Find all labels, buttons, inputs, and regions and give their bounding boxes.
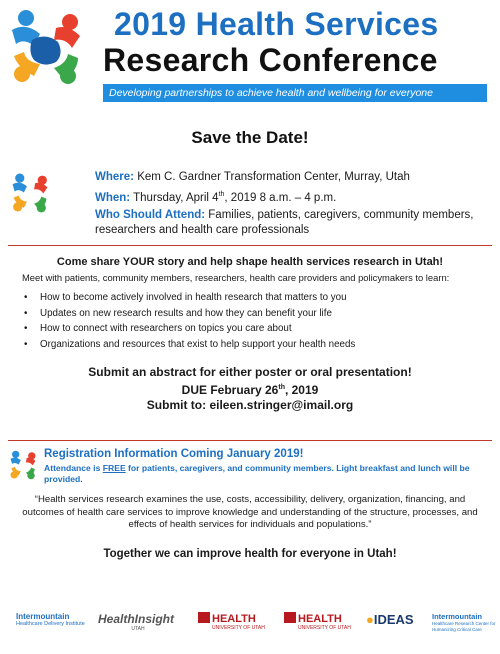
title-line-1: 2019 Health Services: [114, 6, 439, 42]
abstract-call: [0, 365, 500, 413]
list-item: • Updates on new research results and how they can benefit your life: [22, 306, 482, 322]
share-heading: Come share YOUR story and help shape health services research in Utah!: [56, 256, 444, 268]
due-date: DUE February 26th, 2019: [181, 383, 319, 397]
who-value: Families, patients, caregivers, community members, researchers and health care professionals: [95, 208, 474, 236]
title-line-2: Research Conference: [103, 42, 438, 78]
when-row: [95, 187, 490, 206]
free-emphasis: FREE: [102, 463, 126, 473]
ideas-logo: ●IDEAS: [366, 612, 414, 627]
registration-title: Registration Information Coming January 2019!: [44, 448, 304, 460]
divider-bottom: [8, 440, 492, 441]
list-item: • Organizations and resources that exist to help support your health needs: [22, 337, 482, 353]
people-circle-small-logo-icon: [10, 172, 50, 214]
people-circle-logo-icon: [8, 6, 84, 88]
event-details: [95, 170, 490, 240]
learn-bullet-list: [22, 290, 482, 352]
divider-top: [8, 245, 492, 246]
university-of-utah-health-logo: HEALTH UNIVERSITY OF UTAH: [198, 612, 272, 650]
people-circle-tiny-logo-icon: [8, 450, 38, 480]
who-label: Who Should Attend:: [95, 208, 206, 221]
submit-email: Submit to: eileen.stringer@imail.org: [146, 398, 354, 412]
university-of-utah-health-logo-2: HEALTH UNIVERSITY OF UTAH: [284, 612, 358, 650]
where-label: Where:: [95, 171, 134, 183]
intermountain-crc-logo: Intermountain Healthcare Research Center for Humanizing Critical Care: [432, 612, 496, 632]
where-row: [95, 170, 490, 185]
where-value: Kem C. Gardner Transformation Center, Murray, Utah: [137, 171, 410, 183]
share-subheading: Meet with patients, community members, researchers, health care providers and policymakers to learn:: [22, 272, 450, 283]
registration-note: Attendance is FREE for patients, caregivers, and community members. Light breakfast and lunch will be provided.: [44, 463, 470, 484]
abstract-line: Submit an abstract for either poster or oral presentation!: [88, 365, 412, 379]
when-value: Thursday, April 4th, 2019 8 a.m. – 4 p.m.: [133, 191, 337, 204]
when-label: When:: [95, 191, 131, 204]
list-item: • How to become actively involved in health research that matters to you: [22, 290, 482, 306]
list-item: • How to connect with researchers on topics you care about: [22, 321, 482, 337]
tagline-bar: Developing partnerships to achieve health and wellbeing for everyone: [103, 84, 487, 102]
healthinsight-logo: HealthInsight UTAH: [98, 612, 175, 632]
intermountain-hdi-logo: Intermountain Healthcare Delivery Institute: [16, 612, 85, 627]
save-the-date-heading: Save the Date!: [191, 128, 309, 147]
closing-statement: Together we can improve health for everyone in Utah!: [103, 548, 397, 560]
header-banner: [0, 0, 500, 104]
hsr-definition-quote: “Health services research examines the use, costs, accessibility, delivery, organization, financing, and outcomes of health care services to improve knowledge and understanding of the structure, processes, and effects of health services for individuals and populations.”: [22, 494, 478, 530]
sponsor-logos: [0, 612, 500, 650]
who-row: [95, 208, 490, 238]
